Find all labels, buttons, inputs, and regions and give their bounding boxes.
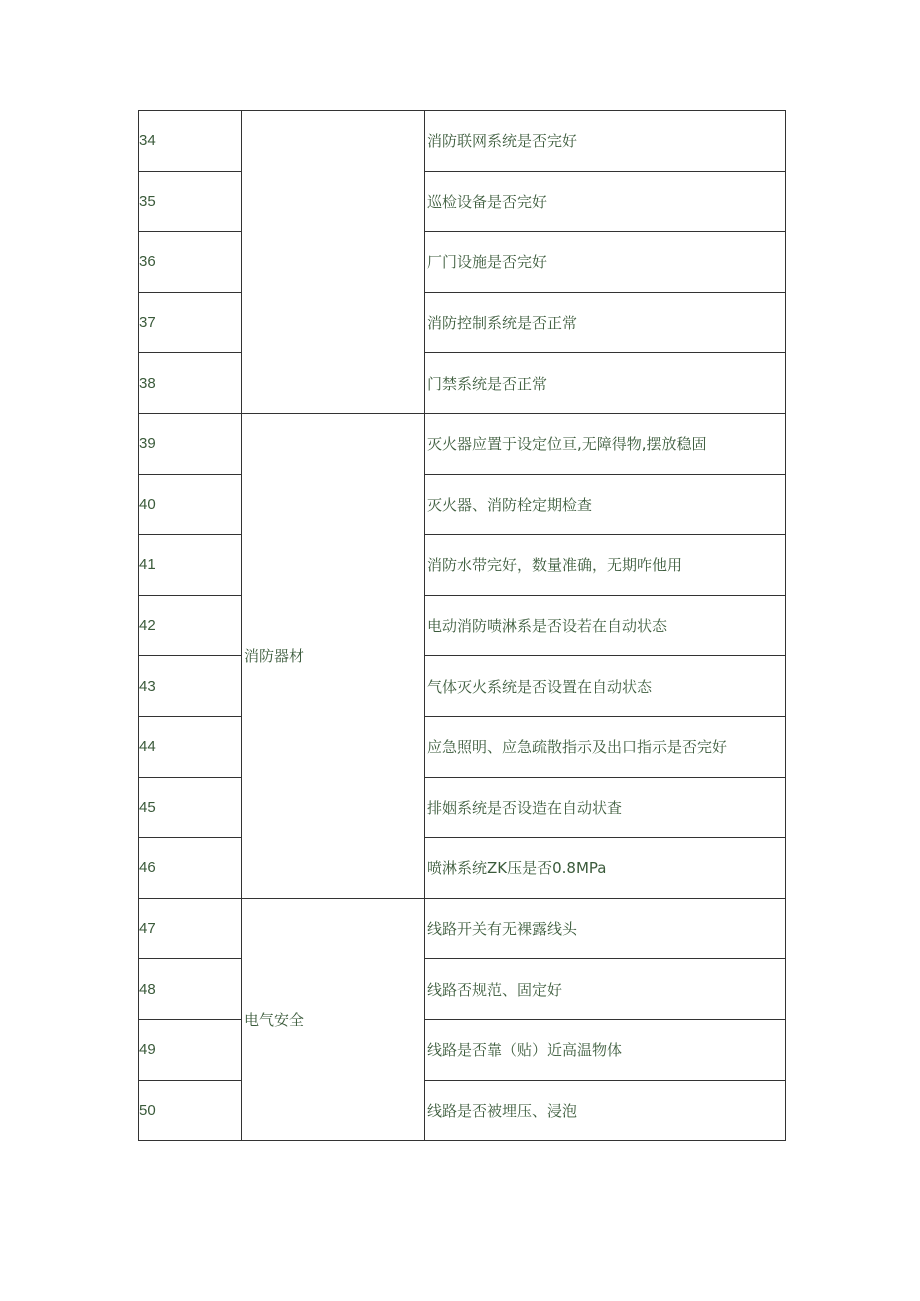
check-item: 排姻系统是否设造在自动状査	[425, 777, 786, 838]
row-number: 48	[139, 959, 242, 1020]
check-item: 厂门设施是否完好	[425, 232, 786, 293]
table-row	[139, 535, 786, 596]
check-item: 气体灭火系统是否设置在自动状态	[425, 656, 786, 717]
check-item: 灭火器、消防栓定期检查	[425, 474, 786, 535]
row-number: 45	[139, 777, 242, 838]
check-item: 线路是否靠（贴）近高温物体	[425, 1019, 786, 1080]
row-number: 39	[139, 413, 242, 474]
table-row	[139, 232, 786, 293]
check-item: 线路否规范、固定好	[425, 959, 786, 1020]
row-number: 50	[139, 1080, 242, 1141]
check-item: 灭火器应置于设定位亘,无障得物,摆放稳固	[425, 413, 786, 474]
row-number: 35	[139, 171, 242, 232]
check-item: 喷淋系统ZK压是否0.8MPa	[425, 838, 786, 899]
row-number: 44	[139, 716, 242, 777]
check-item: 门禁系统是否正常	[425, 353, 786, 414]
table-row	[139, 353, 786, 414]
table-row	[139, 413, 786, 474]
row-number: 43	[139, 656, 242, 717]
check-item: 消防控制系统是否正常	[425, 292, 786, 353]
check-item: 应急照明、应急疏散指示及出口指示是否完好	[425, 716, 786, 777]
checklist-body	[139, 111, 786, 1141]
row-number: 49	[139, 1019, 242, 1080]
check-item: 消防水带完好，数量准确，无期咋他用	[425, 535, 786, 596]
row-number: 41	[139, 535, 242, 596]
row-number: 40	[139, 474, 242, 535]
row-number: 46	[139, 838, 242, 899]
category-cell	[242, 111, 425, 414]
row-number: 34	[139, 111, 242, 172]
row-number: 47	[139, 898, 242, 959]
row-number: 38	[139, 353, 242, 414]
table-row	[139, 595, 786, 656]
table-row	[139, 1019, 786, 1080]
table-row	[139, 777, 786, 838]
table-row	[139, 292, 786, 353]
table-row	[139, 716, 786, 777]
table-row	[139, 838, 786, 899]
table-row	[139, 111, 786, 172]
category-cell: 电气安全	[242, 898, 425, 1140]
row-number: 37	[139, 292, 242, 353]
check-item: 巡检设备是否完好	[425, 171, 786, 232]
table-row	[139, 898, 786, 959]
table-row	[139, 656, 786, 717]
table-row	[139, 959, 786, 1020]
inspection-checklist-table	[138, 110, 786, 1141]
check-item: 电动消防啧淋系是否设若在自动状态	[425, 595, 786, 656]
row-number: 36	[139, 232, 242, 293]
check-item: 线路是否被埋压、浸泡	[425, 1080, 786, 1141]
category-cell: 消防器材	[242, 413, 425, 898]
row-number: 42	[139, 595, 242, 656]
table-row	[139, 474, 786, 535]
table-row	[139, 171, 786, 232]
check-item: 消防联网系统是否完好	[425, 111, 786, 172]
check-item: 线路开关有无裸露线头	[425, 898, 786, 959]
table-row	[139, 1080, 786, 1141]
